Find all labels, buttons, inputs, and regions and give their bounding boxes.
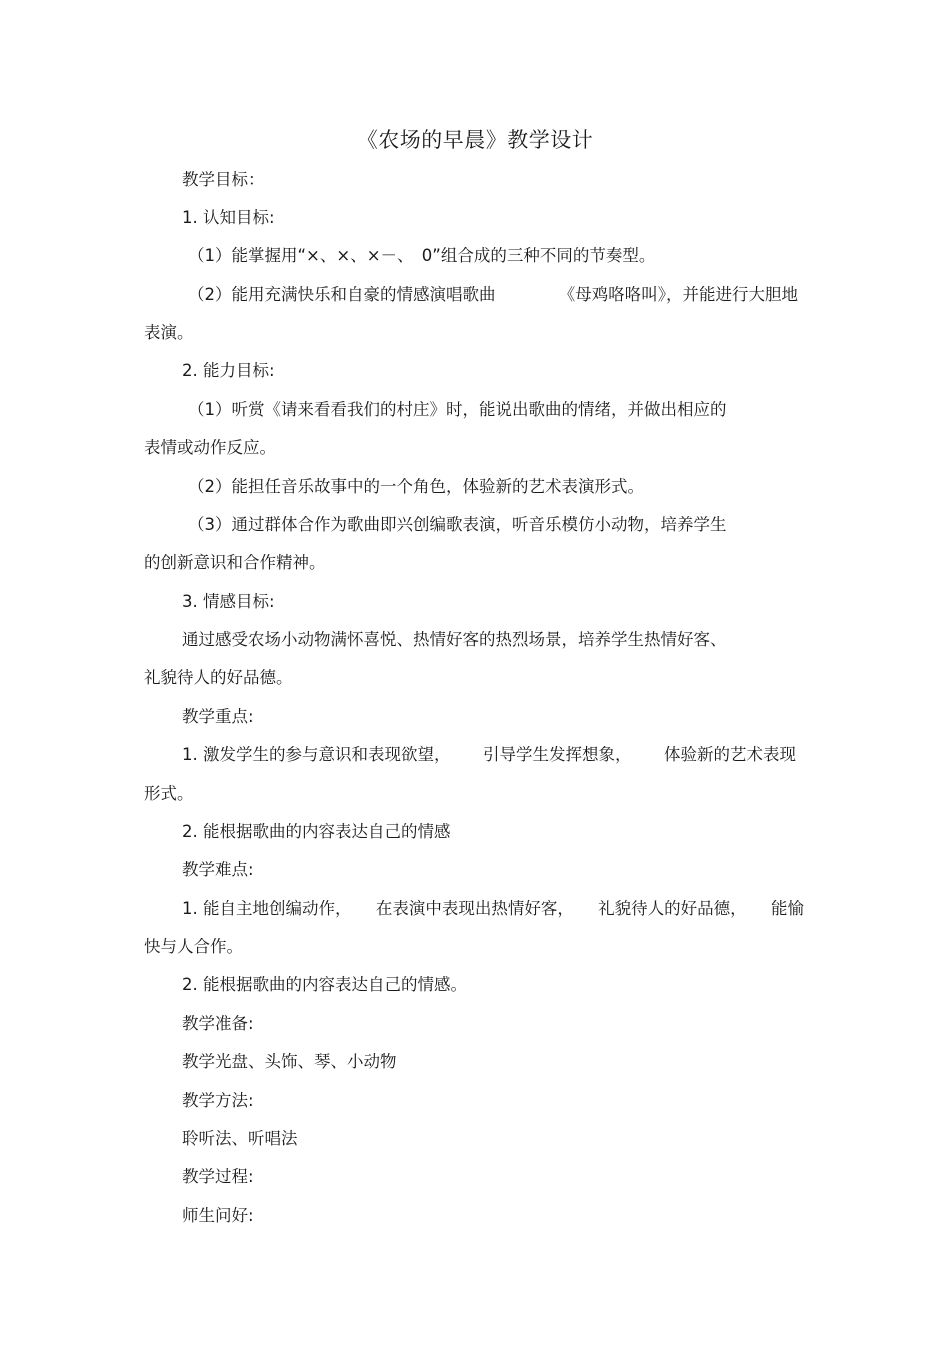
cognitive-item-2-cont: 表演。 <box>144 323 194 342</box>
emotion-heading: 3. 情感目标: <box>182 592 275 611</box>
cognitive-item-1: （1）能掌握用“×、×、×－、 0”组合成的三种不同的节奏型。 <box>188 246 656 265</box>
ability-item-3: （3）通过群体合作为歌曲即兴创编歌表演，听音乐模仿小动物，培养学生 <box>188 515 727 534</box>
goals-heading: 教学目标： <box>182 170 265 189</box>
ability-item-1: （1）听赏《请来看看我们的村庄》时，能说出歌曲的情绪，并做出相应的 <box>188 400 727 419</box>
key-item-1-part-3: 体验新的艺术表现 <box>664 745 796 764</box>
key-item-2: 2. 能根据歌曲的内容表达自己的情感 <box>182 822 451 841</box>
preparation-heading: 教学准备: <box>182 1014 254 1033</box>
difficulty-item-1-part-2: 在表演中表现出热情好客， <box>375 899 574 918</box>
cognitive-item-2-part-1: （2）能用充满快乐和自豪的情感演唱歌曲 <box>188 285 496 304</box>
cognitive-item-2-part-2: 《母鸡咯咯叫》，并能进行大胆地 <box>558 285 798 304</box>
key-heading: 教学重点: <box>182 707 254 726</box>
key-item-1-part-1: 1. 激发学生的参与意识和表现欲望， <box>182 745 451 764</box>
difficulty-item-1-part-4: 能愉 <box>770 899 804 918</box>
ability-heading: 2. 能力目标: <box>182 361 275 380</box>
method-items: 聆听法、听唱法 <box>182 1129 298 1148</box>
ability-item-2: （2）能担任音乐故事中的一个角色，体验新的艺术表演形式。 <box>188 477 644 496</box>
key-item-1-part-2: 引导学生发挥想象， <box>483 745 632 764</box>
emotion-text: 通过感受农场小动物满怀喜悦、热情好客的热烈场景，培养学生热情好客、 <box>182 630 727 649</box>
ability-item-3-cont: 的创新意识和合作精神。 <box>144 553 326 572</box>
greeting-text: 师生问好: <box>182 1206 254 1225</box>
difficulty-item-1-part-1: 1. 能自主地创编动作， <box>182 899 352 918</box>
difficulty-item-1-cont: 快与人合作。 <box>144 937 243 956</box>
process-heading: 教学过程: <box>182 1167 254 1186</box>
document-title: 《农场的早晨》教学设计 <box>356 128 594 152</box>
difficulty-item-1-part-3: 礼貌待人的好品德， <box>598 899 747 918</box>
emotion-text-cont: 礼貌待人的好品德。 <box>144 668 293 687</box>
difficulty-item-2: 2. 能根据歌曲的内容表达自己的情感。 <box>182 975 467 994</box>
cognitive-item-2 <box>188 284 798 306</box>
method-heading: 教学方法: <box>182 1091 254 1110</box>
preparation-items: 教学光盘、头饰、琴、小动物 <box>182 1052 397 1071</box>
ability-item-1-cont: 表情或动作反应。 <box>144 438 276 457</box>
difficulty-item-1 <box>182 898 804 920</box>
key-item-1-cont: 形式。 <box>144 784 194 803</box>
key-item-1 <box>182 744 796 766</box>
difficulty-heading: 教学难点: <box>182 860 254 879</box>
cognitive-heading: 1. 认知目标: <box>182 208 275 227</box>
